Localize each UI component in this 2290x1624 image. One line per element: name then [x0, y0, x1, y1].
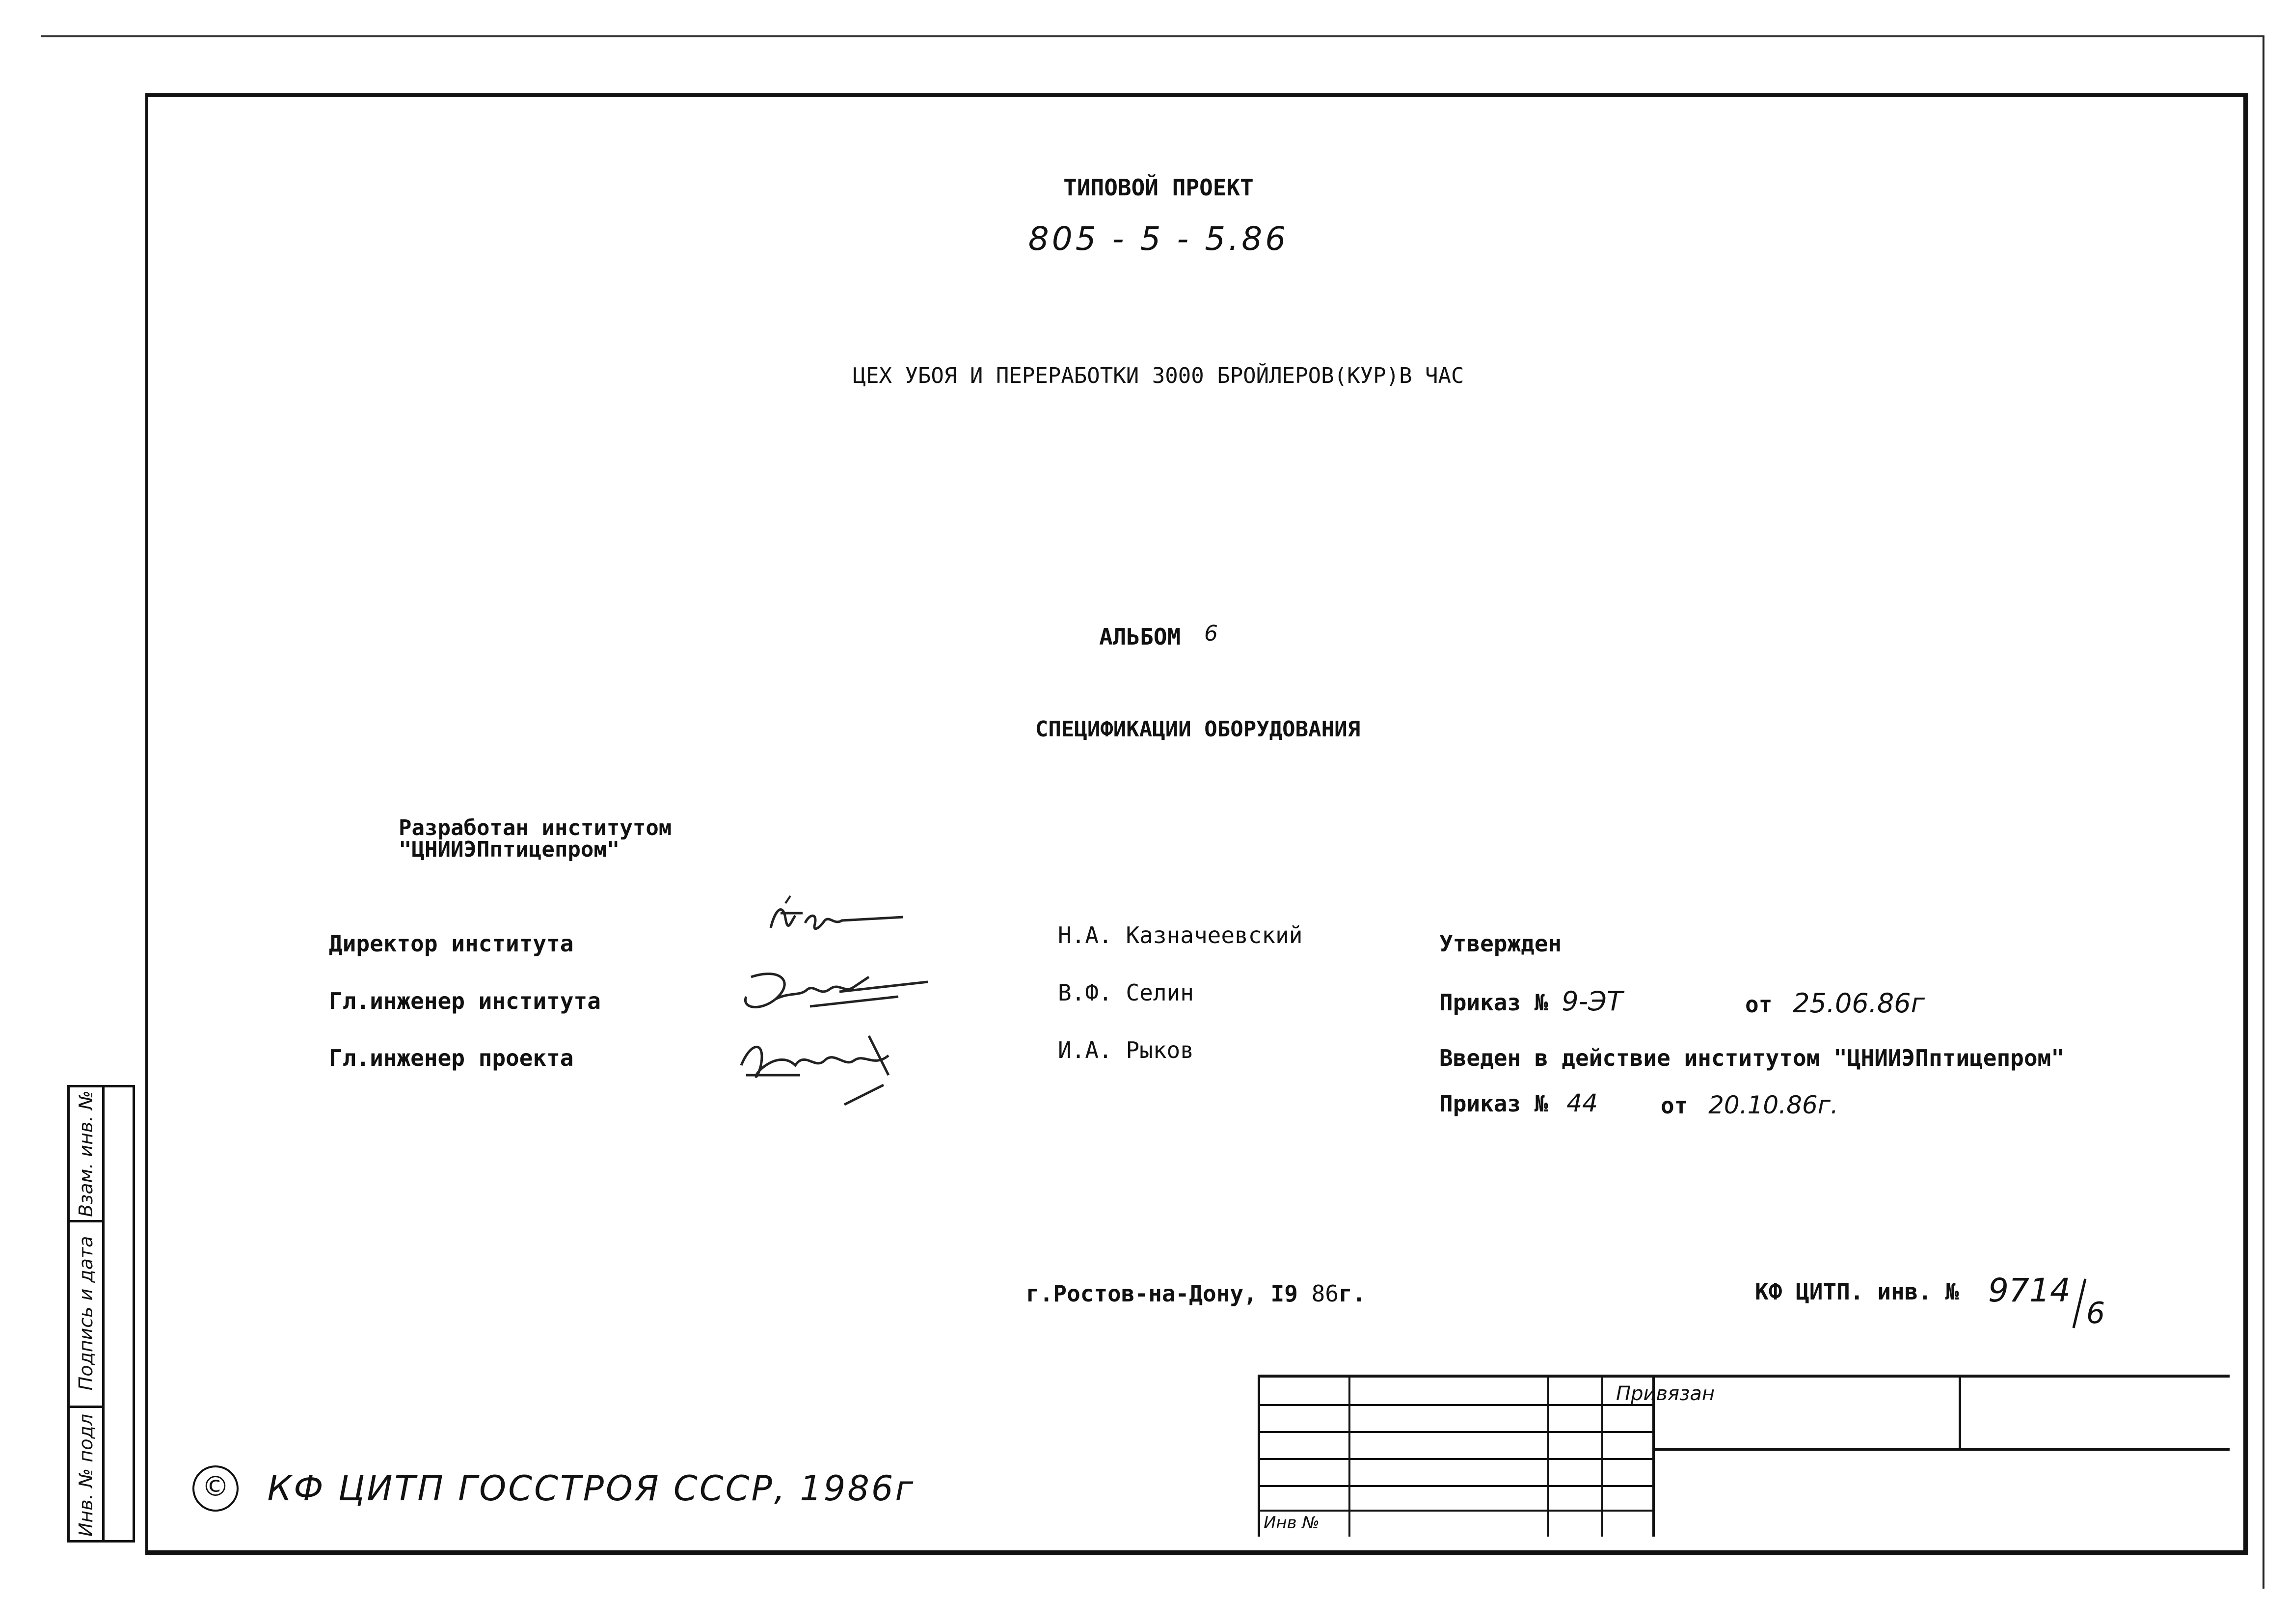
signature-chief-engineer-institute [722, 962, 938, 1021]
side-stamp-divider-1 [70, 1220, 102, 1222]
order-1-label: Приказ № [1439, 989, 1548, 1016]
project-number: 805 - 5 - 5.86 [1028, 220, 1289, 258]
side-stamp-original-inv: Инв. № подл [75, 1413, 97, 1537]
place-year-suffix: г. [1338, 1280, 1366, 1307]
role-chief-engineer-institute: Гл.инженер института [329, 988, 601, 1014]
side-stamp-replacement-inv: Взам. инв. № [75, 1090, 97, 1218]
developer-block [399, 817, 672, 861]
name-chief-engineer-project: И.А. Рыков [1058, 1037, 1194, 1063]
place-year [1026, 1280, 1366, 1307]
developer-line-2: "ЦНИИЭПптицепром" [399, 837, 620, 862]
enacted-text: Введен в действие институтом "ЦНИИЭПптицепром" [1439, 1045, 2065, 1071]
order-1-date-value: 25.06.86г [1793, 988, 1925, 1019]
title-block [1258, 1375, 2230, 1537]
inv-label: Инв № [1264, 1513, 1320, 1533]
album-number: 6 [1204, 621, 1218, 646]
order-2-label: Приказ № [1439, 1090, 1548, 1117]
album-heading [1099, 623, 1218, 650]
inventory-label: КФ ЦИТП. инв. № [1755, 1278, 1959, 1305]
inventory-number: 9714 [1988, 1272, 2071, 1309]
side-stamp-divider-2 [70, 1406, 102, 1408]
role-director: Директор института [329, 930, 574, 957]
signature-chief-engineer-project [722, 1021, 928, 1110]
order-2-date-value: 20.10.86г. [1708, 1091, 1838, 1119]
place-year-value: 86 [1311, 1280, 1339, 1307]
order-1-from: от [1745, 991, 1773, 1018]
order-1-date [1745, 988, 1925, 1019]
order-1 [1439, 986, 1623, 1017]
document-subtitle: СПЕЦИФИКАЦИИ ОБОРУДОВАНИЯ [1035, 717, 1361, 742]
side-stamp [67, 1085, 135, 1543]
copyright-text: КФ ЦИТП ГОССТРОЯ СССР, 1986г [267, 1468, 916, 1509]
name-chief-engineer-institute: В.Ф. Селин [1058, 979, 1194, 1006]
order-2 [1439, 1089, 1598, 1117]
project-type: ТИПОВОЙ ПРОЕКТ [1063, 174, 1254, 201]
side-stamp-signature-date: Подпись и дата [75, 1236, 97, 1391]
approved-label: Утвержден [1439, 930, 1562, 957]
name-director: Н.А. Казначеевский [1058, 922, 1303, 948]
signature-director [756, 893, 923, 947]
copyright-icon: © [192, 1465, 239, 1512]
copyright [192, 1465, 915, 1512]
order-2-number: 44 [1566, 1089, 1598, 1117]
order-1-number: 9-ЭТ [1562, 986, 1623, 1017]
tied-label: Привязан [1616, 1382, 1715, 1405]
order-2-from: от [1661, 1092, 1688, 1119]
role-chief-engineer-project: Гл.инженер проекта [329, 1045, 574, 1071]
inventory-sub-number: 6 [2086, 1296, 2105, 1330]
developer-line-1: Разработан институтом [399, 815, 672, 840]
order-2-date [1661, 1091, 1838, 1119]
place-year-prefix: г.Ростов-на-Дону, I9 [1026, 1280, 1298, 1307]
album-label: АЛЬБОМ [1099, 623, 1181, 650]
document-title: ЦЕХ УБОЯ И ПЕРЕРАБОТКИ 3000 БРОЙЛЕРОВ(КУР)В ЧАС [853, 363, 1464, 388]
